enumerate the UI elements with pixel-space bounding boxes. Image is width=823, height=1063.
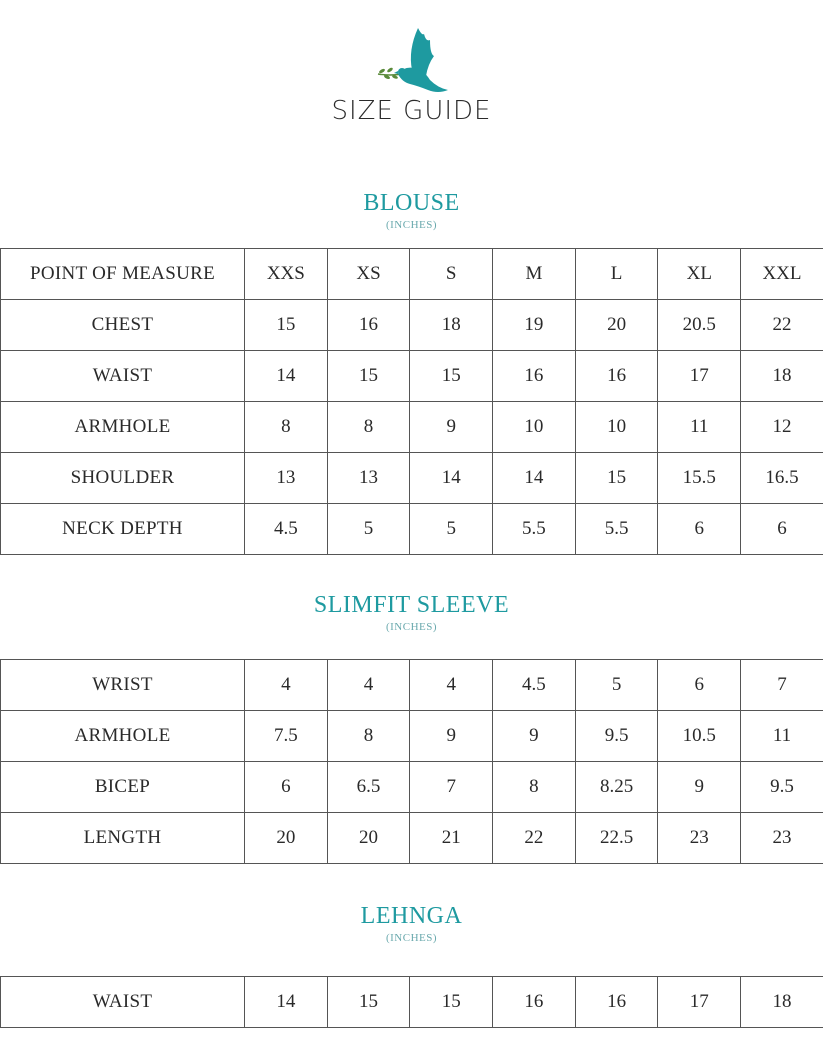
table-cell: 7 <box>741 660 823 711</box>
sleeve-unit: (INCHES) <box>385 621 438 633</box>
point-of-measure-header: POINT OF MEASURE <box>1 249 245 300</box>
table-cell: 19 <box>493 300 576 351</box>
measure-label: NECK DEPTH <box>1 504 245 555</box>
table-cell: 14 <box>493 453 576 504</box>
table-cell: 18 <box>410 300 493 351</box>
table-cell: 9 <box>493 711 576 762</box>
measure-label: BICEP <box>1 762 245 813</box>
table-cell: 15 <box>575 453 658 504</box>
table-row <box>1 300 823 351</box>
table-row <box>1 813 823 864</box>
table-cell: 6 <box>245 762 328 813</box>
table-cell: 23 <box>741 813 823 864</box>
table-cell: 5 <box>410 504 493 555</box>
blouse-title: BLOUSE <box>363 190 460 216</box>
table-cell: 4 <box>245 660 328 711</box>
table-cell: 5 <box>327 504 410 555</box>
table-row <box>1 711 823 762</box>
dove-with-olive-branch-icon <box>368 24 452 100</box>
table-cell: 14 <box>245 351 328 402</box>
table-cell: 13 <box>327 453 410 504</box>
table-row <box>1 402 823 453</box>
table-cell: 5 <box>575 660 658 711</box>
table-cell: 5.5 <box>575 504 658 555</box>
table-cell: 8 <box>327 711 410 762</box>
size-header: L <box>575 249 658 300</box>
table-cell: 6 <box>658 660 741 711</box>
table-cell: 16 <box>575 351 658 402</box>
table-cell: 18 <box>741 351 823 402</box>
table-cell: 6 <box>658 504 741 555</box>
table-cell: 6.5 <box>327 762 410 813</box>
measure-label: LENGTH <box>1 813 245 864</box>
table-header-row <box>1 249 823 300</box>
size-header: S <box>410 249 493 300</box>
table-cell: 4 <box>327 660 410 711</box>
table-cell: 11 <box>741 711 823 762</box>
table-cell: 16 <box>493 351 576 402</box>
measure-label: WAIST <box>1 351 245 402</box>
table-cell: 12 <box>741 402 823 453</box>
lehnga-size-table <box>0 976 823 1028</box>
table-cell: 10 <box>575 402 658 453</box>
table-cell: 16 <box>575 977 658 1028</box>
table-row <box>1 453 823 504</box>
measure-label: WRIST <box>1 660 245 711</box>
table-cell: 17 <box>658 351 741 402</box>
table-row <box>1 977 823 1028</box>
table-cell: 18 <box>741 977 823 1028</box>
table-cell: 4.5 <box>493 660 576 711</box>
table-cell: 20 <box>327 813 410 864</box>
table-cell: 9 <box>658 762 741 813</box>
table-cell: 8 <box>245 402 328 453</box>
size-header: XL <box>658 249 741 300</box>
table-cell: 15 <box>410 977 493 1028</box>
measure-label: ARMHOLE <box>1 711 245 762</box>
lehnga-unit: (INCHES) <box>385 932 438 944</box>
table-cell: 16 <box>327 300 410 351</box>
table-row <box>1 660 823 711</box>
table-cell: 10.5 <box>658 711 741 762</box>
table-cell: 11 <box>658 402 741 453</box>
blouse-unit: (INCHES) <box>385 219 438 231</box>
size-header: XXL <box>741 249 823 300</box>
table-cell: 4 <box>410 660 493 711</box>
table-cell: 20.5 <box>658 300 741 351</box>
sleeve-size-table <box>0 659 823 864</box>
table-cell: 15 <box>327 351 410 402</box>
table-cell: 5.5 <box>493 504 576 555</box>
table-cell: 9 <box>410 711 493 762</box>
table-cell: 9.5 <box>575 711 658 762</box>
table-cell: 8.25 <box>575 762 658 813</box>
table-cell: 15.5 <box>658 453 741 504</box>
table-row <box>1 504 823 555</box>
brand-title: SIZE GUIDE <box>331 96 492 126</box>
table-cell: 15 <box>245 300 328 351</box>
table-cell: 9.5 <box>741 762 823 813</box>
table-cell: 14 <box>245 977 328 1028</box>
table-cell: 8 <box>327 402 410 453</box>
measure-label: SHOULDER <box>1 453 245 504</box>
table-cell: 23 <box>658 813 741 864</box>
sleeve-title: SLIMFIT SLEEVE <box>313 592 510 618</box>
table-cell: 20 <box>245 813 328 864</box>
size-header: XXS <box>245 249 328 300</box>
table-cell: 15 <box>327 977 410 1028</box>
table-row <box>1 351 823 402</box>
table-cell: 20 <box>575 300 658 351</box>
table-cell: 21 <box>410 813 493 864</box>
measure-label: WAIST <box>1 977 245 1028</box>
table-cell: 16 <box>493 977 576 1028</box>
table-cell: 13 <box>245 453 328 504</box>
lehnga-title: LEHNGA <box>360 903 463 929</box>
table-cell: 15 <box>410 351 493 402</box>
table-cell: 22.5 <box>575 813 658 864</box>
table-cell: 22 <box>493 813 576 864</box>
table-cell: 16.5 <box>741 453 823 504</box>
table-cell: 7.5 <box>245 711 328 762</box>
table-cell: 17 <box>658 977 741 1028</box>
table-cell: 6 <box>741 504 823 555</box>
blouse-size-table <box>0 248 823 555</box>
measure-label: CHEST <box>1 300 245 351</box>
table-cell: 4.5 <box>245 504 328 555</box>
size-header: M <box>493 249 576 300</box>
table-row <box>1 762 823 813</box>
table-cell: 22 <box>741 300 823 351</box>
table-cell: 8 <box>493 762 576 813</box>
table-cell: 14 <box>410 453 493 504</box>
table-cell: 9 <box>410 402 493 453</box>
table-cell: 7 <box>410 762 493 813</box>
size-header: XS <box>327 249 410 300</box>
measure-label: ARMHOLE <box>1 402 245 453</box>
table-cell: 10 <box>493 402 576 453</box>
